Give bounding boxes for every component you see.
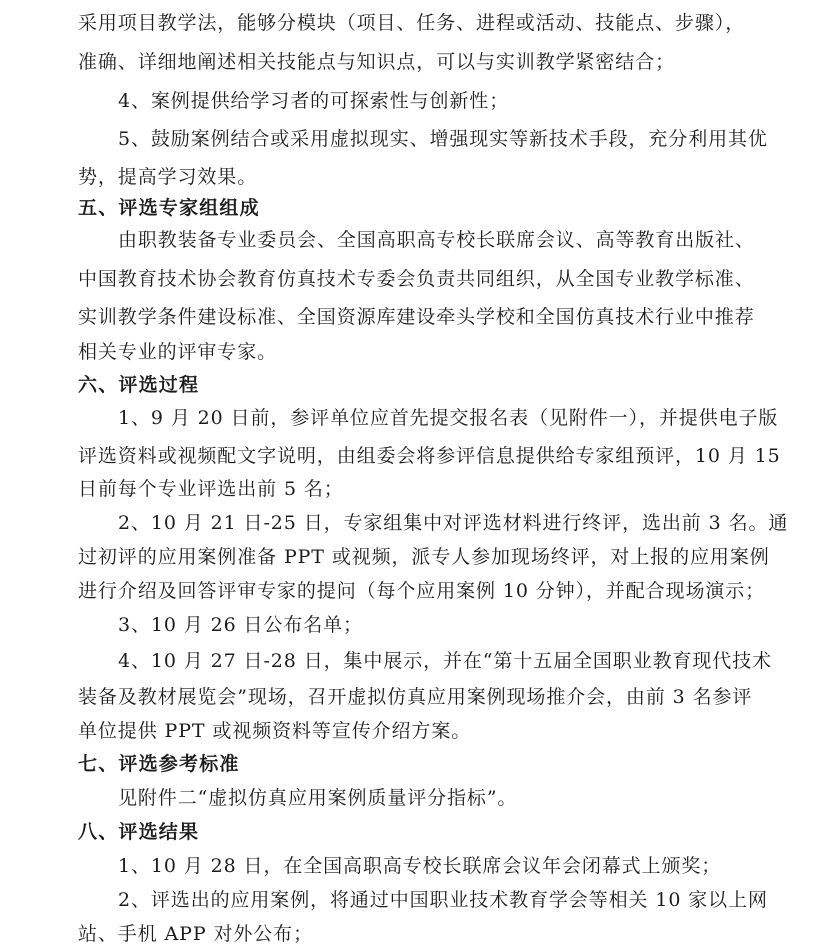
paragraph-line: 装备及教材展览会”现场，召开虚拟仿真应用案例现场推介会，由前 3 名参评: [78, 686, 753, 708]
paragraph-line: 5、鼓励案例结合或采用虚拟现实、增强现实等新技术手段，充分利用其优: [118, 128, 768, 150]
section-heading-8: 八、评选结果: [78, 821, 200, 843]
paragraph-line: 相关专业的评审专家。: [78, 341, 278, 363]
paragraph-line: 1、10 月 28 日，在全国高职高专校长联席会议年会闭幕式上颁奖；: [118, 855, 722, 877]
paragraph-line: 评选资料或视频配文字说明，由组委会将参评信息提供给专家组预评，10 月 15: [78, 445, 781, 467]
paragraph-line: 采用项目教学法，能够分模块（项目、任务、进程或活动、技能点、步骤），: [78, 12, 746, 34]
paragraph-line: 2、10 月 21 日-25 日，专家组集中对评选材料进行终评，选出前 3 名。通: [118, 512, 789, 534]
paragraph-line: 4、10 月 27 日-28 日，集中展示，并在“第十五届全国职业教育现代技术: [118, 650, 773, 672]
paragraph-line: 4、案例提供给学习者的可探索性与创新性；: [118, 90, 510, 112]
paragraph-line: 站、手机 APP 对外公布；: [78, 923, 313, 945]
paragraph-line: 2、评选出的应用案例，将通过中国职业技术教育学会等相关 10 家以上网: [118, 889, 768, 911]
section-heading-6: 六、评选过程: [78, 374, 200, 396]
section-heading-5: 五、评选专家组组成: [78, 197, 260, 219]
paragraph-line: 日前每个专业评选出前 5 名；: [78, 478, 344, 500]
paragraph-line: 过初评的应用案例准备 PPT 或视频，派专人参加现场终评，对上报的应用案例: [78, 546, 770, 568]
paragraph-line: 中国教育技术协会教育仿真技术专委会负责共同组织，从全国专业教学标准、: [78, 268, 755, 290]
paragraph-line: 单位提供 PPT 或视频资料等宣传介绍方案。: [78, 720, 472, 742]
paragraph-line: 3、10 月 26 日公布名单；: [118, 614, 363, 636]
paragraph-line: 实训教学条件建设标准、全国资源库建设牵头学校和全国仿真技术行业中推荐: [78, 306, 755, 328]
paragraph-line: 势，提高学习效果。: [78, 166, 258, 188]
paragraph-line: 见附件二“虚拟仿真应用案例质量评分指标”。: [118, 787, 518, 809]
paragraph-line: 1、9 月 20 日前，参评单位应首先提交报名表（见附件一），并提供电子版: [118, 407, 779, 429]
paragraph-line: 由职教装备专业委员会、全国高职高专校长联席会议、高等教育出版社、: [118, 229, 755, 251]
paragraph-line: 进行介绍及回答评审专家的提问（每个应用案例 10 分钟），并配合现场演示；: [78, 580, 766, 602]
paragraph-line: 准确、详细地阐述相关技能点与知识点，可以与实训教学紧密结合；: [78, 51, 676, 73]
section-heading-7: 七、评选参考标准: [78, 753, 240, 775]
